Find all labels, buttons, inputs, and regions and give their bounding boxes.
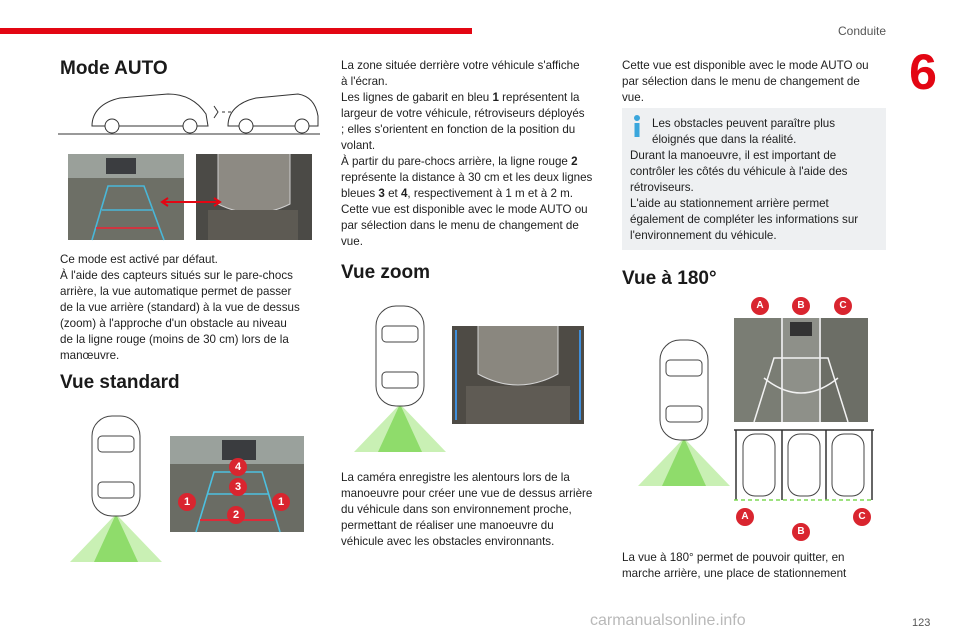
header-accent-bar [0, 28, 472, 34]
text-zoom-availability: Cette vue est disponible avec le mode AUTO ou par sélection dans le menu de changement de vue. [622, 59, 869, 104]
info-box-text: Les obstacles peuvent paraître plus éloignés que dans la réalité. Durant la manoeuvre, il est important de contrôler les côtés du véhicule à l'aide des rétroviseurs. L'aide au stationnement arrière permet également de compléter les informations sur l'environnement du véhicule. [630, 117, 859, 242]
text-standard-view: La zone située derrière votre véhicule s'affiche à l'écran. Les lignes de gabarit en bleu 1 représentent la largeur de votre véhicule, rétroviseurs déployés ; elles s'orientent en fonction de la position du volant. À partir du pare-chocs arrière, la ligne rouge 2 représente la distance à 30 cm et les deux lignes bleues 3 et 4, respectivement à 1 m et à 2 m. Cette vue est disponible avec le mode AUTO ou par sélection dans le menu de changement de vue. [341, 59, 593, 248]
text-zoom-view: La caméra enregistre les alentours lors de la manoeuvre pour créer une vue de dessus arrière du véhicule dans son environnement proche, permettant de réaliser une manoeuvre du véhicule avec les obstacles environnants. [341, 471, 593, 548]
illustration-standard-car [66, 412, 166, 562]
text-mode-auto: Ce mode est activé par défaut. À l'aide des capteurs situés sur le pare-chocs arrière, la vue automatique permet de passer de la vue arrière (standard) à la vue de dessus (zoom) à l'approche d'un obstacle au niveau de la ligne rouge (moins de 30 cm) lors de la manœuvre. [60, 253, 300, 362]
illustration-zoom-car [350, 302, 450, 452]
marker-3: 3 [229, 478, 247, 496]
marker-1-right: 1 [272, 493, 290, 511]
label-a-bottom: A [736, 508, 754, 526]
section-label: Conduite [838, 24, 887, 38]
label-a-top: A [751, 297, 769, 315]
illustration-mode-auto-cars [58, 82, 320, 138]
heading-vue-180: Vue à 180° [622, 268, 717, 289]
illustration-180-camera [734, 318, 868, 422]
illustration-mode-auto-screens [68, 154, 312, 242]
label-b-top: B [792, 297, 810, 315]
text-vue-180: La vue à 180° permet de pouvoir quitter, en marche arrière, une place de stationnement [622, 551, 847, 580]
heading-vue-standard: Vue standard [60, 372, 180, 393]
heading-mode-auto: Mode AUTO [60, 58, 168, 79]
illustration-180-parking [734, 428, 874, 504]
illustration-180-car [634, 336, 734, 486]
watermark: carmanualsonline.info [590, 612, 746, 629]
page-number: 123 [912, 617, 931, 629]
marker-4: 4 [229, 458, 247, 476]
marker-1-left: 1 [178, 493, 196, 511]
label-b-bottom: B [792, 523, 810, 541]
illustration-zoom-camera [452, 326, 584, 424]
label-c-top: C [834, 297, 852, 315]
label-c-bottom: C [853, 508, 871, 526]
heading-vue-zoom: Vue zoom [341, 262, 431, 283]
marker-2: 2 [227, 506, 245, 524]
chapter-number: 6 [909, 44, 937, 100]
